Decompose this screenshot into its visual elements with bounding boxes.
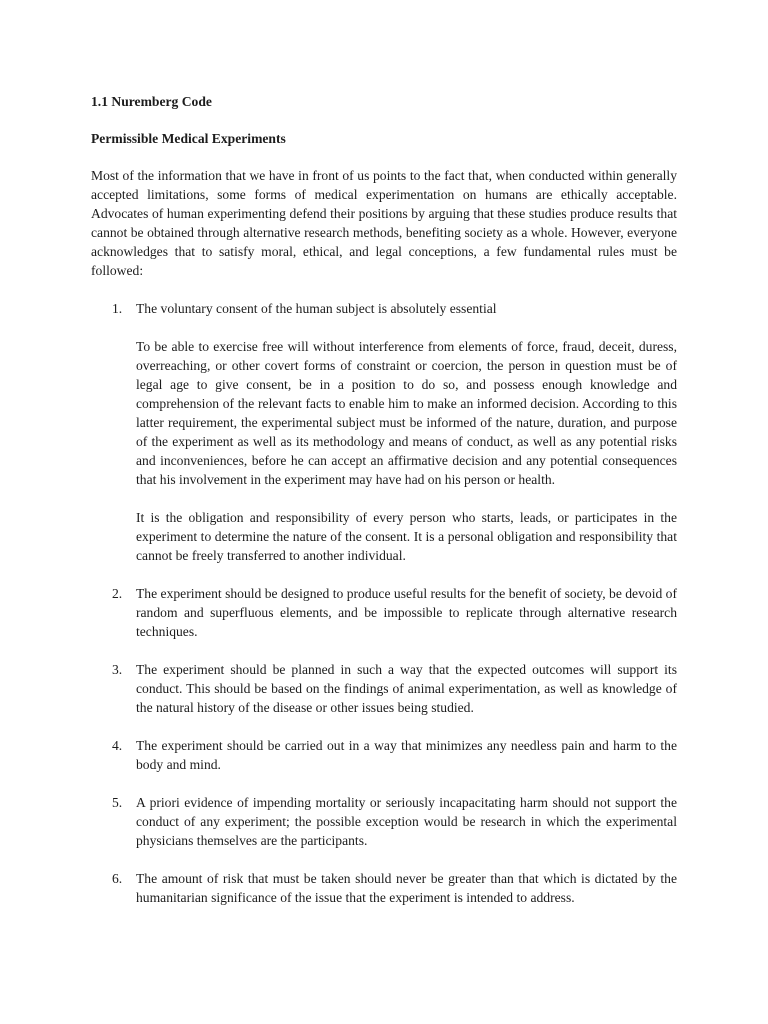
list-item-number: 3.: [112, 662, 123, 677]
list-item: [91, 299, 677, 565]
list-item-subparagraph: To be able to exercise free will without interference from elements of force, fraud, deceit, duress, overreaching, or other covert forms of constraint or coercion, the person in question must be of legal age to give consent, be in a position to do so, and possess enough knowledge and comprehension of the relevant facts to enable him to make an informed decision. According to this latter requirement, the experimental subject must be informed of the nature, duration, and purpose of the experiment as well as its methodology and means of conduct, as well as any potential risks and inconveniences, before he can accept an affirmative decision and any potential consequences that his involvement in the experiment may have had on his person or health.: [136, 339, 677, 487]
list-item: [91, 869, 677, 907]
list-item: [91, 736, 677, 774]
list-item-text: The experiment should be designed to produce useful results for the benefit of society, be devoid of random and superfluous elements, and be impossible to replicate through alternative research techniques.: [136, 586, 677, 639]
rules-list: [91, 299, 677, 907]
section-heading: 1.1 Nuremberg Code: [91, 94, 212, 109]
list-item-text: The experiment should be carried out in a way that minimizes any needless pain and harm to the body and mind.: [136, 738, 677, 772]
document-page: [91, 92, 677, 926]
list-item-text: The experiment should be planned in such a way that the expected outcomes will support its conduct. This should be based on the findings of animal experimentation, as well as knowledge of the natural history of the disease or other issues being studied.: [136, 662, 677, 715]
list-item-number: 6.: [112, 871, 123, 886]
list-item: [91, 660, 677, 717]
list-item-number: 5.: [112, 795, 123, 810]
list-item-subparagraph: It is the obligation and responsibility of every person who starts, leads, or participates in the experiment to determine the nature of the consent. It is a personal obligation and responsibility that cannot be freely transferred to another individual.: [136, 510, 677, 563]
list-item-number: 4.: [112, 738, 123, 753]
intro-paragraph: Most of the information that we have in front of us points to the fact that, when conducted within generally accepted limitations, some forms of medical experimentation on humans are ethically acceptable. Advocates of human experimenting defend their positions by arguing that these studies produce results that cannot be obtained through alternative research methods, benefiting society as a whole. However, everyone acknowledges that to satisfy moral, ethical, and legal conceptions, a few fundamental rules must be followed:: [91, 168, 677, 278]
list-item-text: The amount of risk that must be taken should never be greater than that which is dictated by the humanitarian significance of the issue that the experiment is intended to address.: [136, 871, 677, 905]
list-item: [91, 584, 677, 641]
subheading: Permissible Medical Experiments: [91, 131, 286, 146]
list-item-text: A priori evidence of impending mortality or seriously incapacitating harm should not support the conduct of any experiment; the possible exception would be research in which the experimental physicians themselves are the participants.: [136, 795, 677, 848]
list-item: [91, 793, 677, 850]
list-item-number: 2.: [112, 586, 123, 601]
list-item-text: The voluntary consent of the human subject is absolutely essential: [136, 301, 497, 316]
list-item-number: 1.: [112, 301, 123, 316]
